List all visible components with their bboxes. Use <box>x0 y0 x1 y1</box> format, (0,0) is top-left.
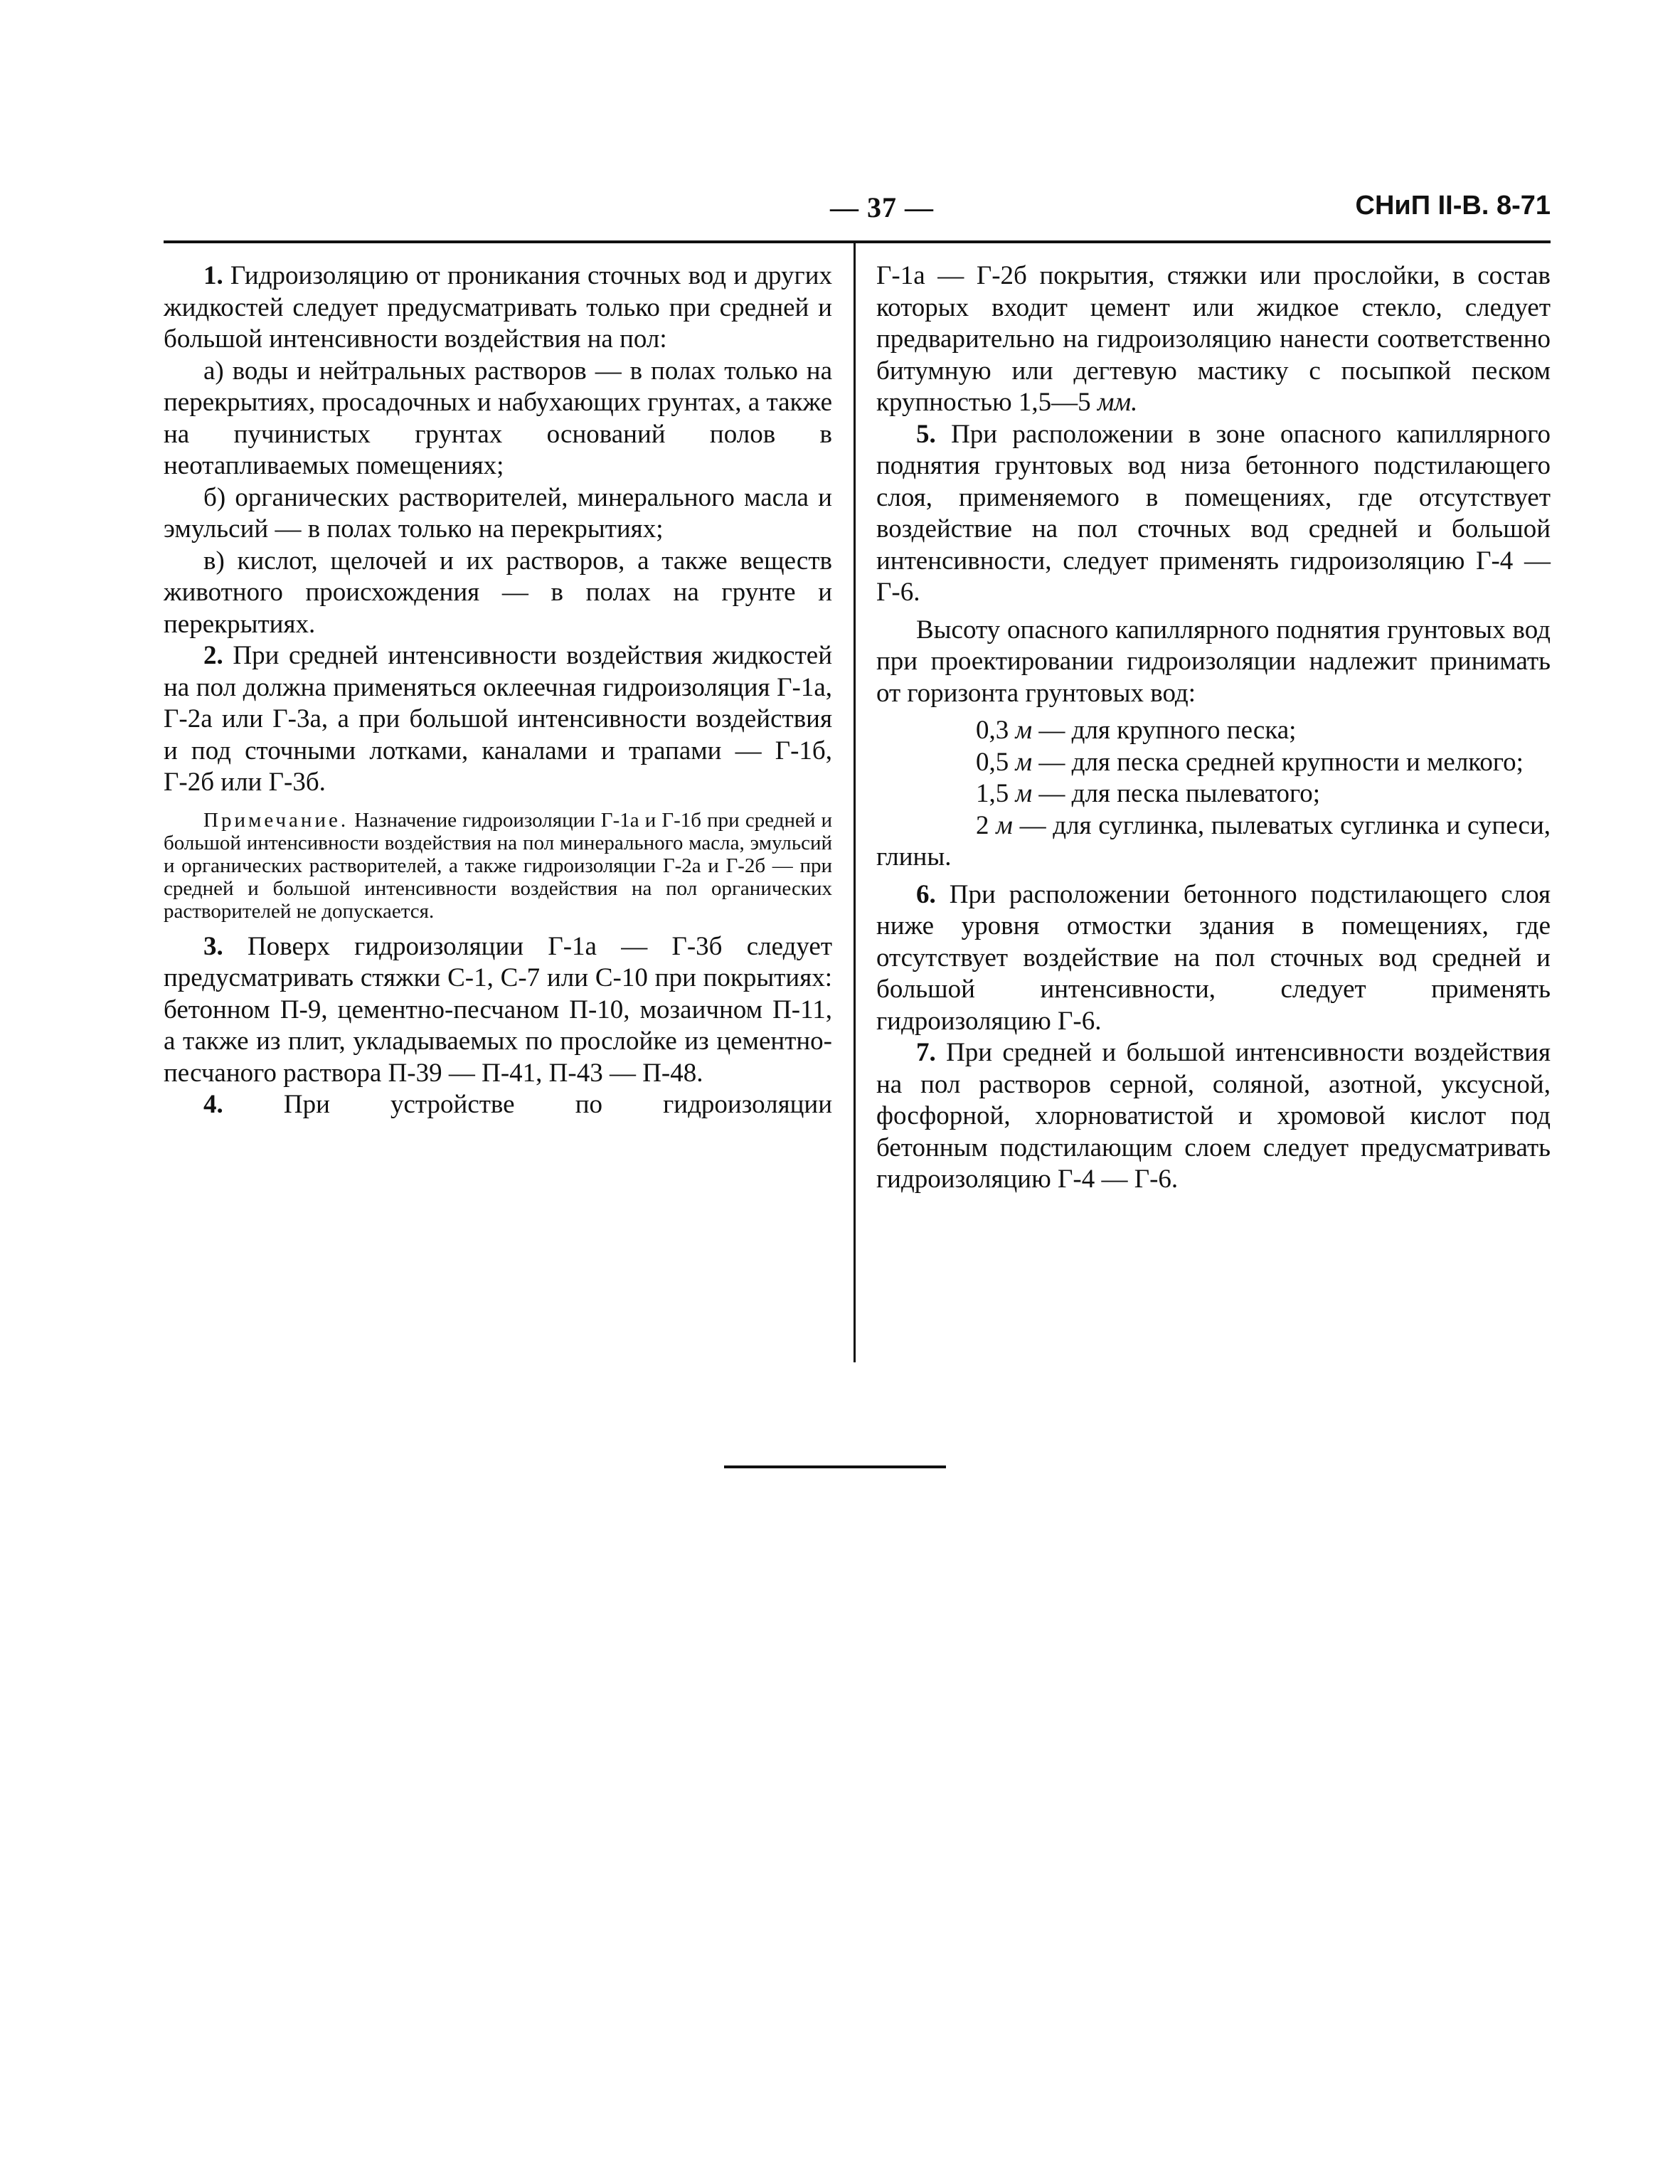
paragraph-2 <box>164 640 832 799</box>
paragraph-text: При расположении в зоне опасного капиллярного поднятия грунтовых вод низа бетонного подстилающего слоя, применяемого в помещениях, где отсутствует воздействие на пол сточных вод средней и большой интенсивности, следует применять гидроизоляцию Г-4 — Г-6. <box>876 419 1551 607</box>
paragraph-number: 2. <box>203 641 223 670</box>
paragraph-4 <box>164 1089 832 1121</box>
page-number: — 37 — <box>830 191 934 223</box>
paragraph-number: 5. <box>916 419 936 449</box>
soil-text: — для песка средней крупности и мелкого; <box>1038 747 1524 777</box>
paragraph-number: 3. <box>203 931 223 961</box>
paragraph-text: Поверх гидроизоляции Г-1а — Г-3б следует предусматривать стяжки С-1, С-7 или С-10 при покрытиях: бетонном П-9, цементно-песчаном П-10, мозаичном П-11, а также из плит, укладываемых по прослойке из цементно-песчаного раствора П-39 — П-41, П-43 — П-48. <box>164 931 833 1088</box>
list-item-c: в) кислот, щелочей и их растворов, а также веществ животного происхождения — в полах на грунте и перекрытиях. <box>164 546 832 639</box>
paragraph-number: 6. <box>916 879 936 909</box>
paragraph-text: При средней и большой интенсивности воздействия на пол растворов серной, соляной, азотной, уксусной, фосфорной, хлорноватистой и хромовой кислот под бетонным подстилающим слоем следует предусматривать гидроизоляцию Г-4 — Г-6. <box>876 1038 1551 1194</box>
list-item-a: а) воды и нейтральных растворов — в полах только на перекрытиях, просадочных и набухающих грунтах, а также на пучинистых грунтах оснований полов в неотапливаемых помещениях; <box>164 356 832 480</box>
paragraph-text: Гидроизоляцию от проникания сточных вод и других жидкостей следует предусматривать только при средней и большой интенсивности воздействия на пол: <box>164 261 833 354</box>
paragraph-number: 7. <box>916 1038 936 1067</box>
document-code: СНиП II-В. 8-71 <box>1355 191 1551 221</box>
paragraph-6 <box>876 879 1551 1038</box>
paragraph-text: При средней интенсивности воздействия жидкостей на пол должна применяться оклеечная гидроизоляция Г-1а, Г-2а или Г-3а, а при большой интенсивности воздействия и под сточными лотками, каналами и трапами — Г-1б, Г-2б или Г-3б. <box>164 641 832 797</box>
unit-label: мм. <box>1097 388 1138 417</box>
unit-label: м <box>996 810 1013 840</box>
end-rule <box>724 1465 946 1468</box>
unit-label: м <box>1015 716 1033 745</box>
soil-text: — для песка пылеватого; <box>1038 779 1321 808</box>
paragraph-4-continued <box>876 260 1551 419</box>
note <box>164 809 832 923</box>
paragraph-5b: Высоту опасного капиллярного поднятия грунтовых вод при проектировании гидроизоляции надлежит принимать от горизонта грунтовых вод: <box>876 615 1551 708</box>
column-divider <box>854 242 856 1362</box>
paragraph-7 <box>876 1037 1551 1196</box>
note-text: Назначение гидроизоляции Г-1а и Г-1б при средней и большой интенсивности воздействия на пол минерального масла, эмульсий и органических растворителей, а также гидроизоляции Г-2а и Г-2б — при средней и большой интенсивности воздействия на пол органических растворителей не допускается. <box>164 808 832 923</box>
soil-text: — для суглинка, пылеватых суглинка и супеси, глины. <box>876 810 1551 871</box>
height-value: 1,5 <box>976 779 1009 808</box>
soil-text: — для крупного песка; <box>1038 716 1297 745</box>
note-label: Примечание. <box>203 808 349 832</box>
height-value: 0,5 <box>976 747 1009 777</box>
paragraph-number: 4. <box>203 1090 223 1119</box>
unit-label: м <box>1015 779 1033 808</box>
paragraph-5 <box>876 419 1551 609</box>
soil-list-item <box>876 747 1551 779</box>
left-column <box>164 260 832 1121</box>
right-column <box>876 260 1551 1196</box>
soil-list-item <box>976 778 1551 810</box>
soil-list-item <box>976 715 1551 747</box>
paragraph-text: При устройстве по гидроизоляции <box>283 1090 832 1119</box>
list-item-b: б) органических растворителей, минерального масла и эмульсий — в полах только на перекрытиях; <box>164 482 832 544</box>
unit-label: м <box>1015 747 1033 777</box>
height-value: 2 <box>976 810 989 840</box>
header-rule <box>164 240 1551 243</box>
paragraph-number: 1. <box>203 261 223 290</box>
height-value: 0,3 <box>976 716 1009 745</box>
paragraph-text: Г-1а — Г-2б покрытия, стяжки или прослойки, в состав которых входит цемент или жидкое стекло, следует предварительно на гидроизоляцию нанести соответственно битумную или дегтевую мастику с посыпкой песком крупностью 1,5—5 <box>876 261 1551 417</box>
paragraph-3 <box>164 931 832 1090</box>
soil-list-item <box>876 810 1551 874</box>
page-header <box>164 191 1551 233</box>
paragraph-1 <box>164 260 832 356</box>
paragraph-text: При расположении бетонного подстилающего слоя ниже уровня отмостки здания в помещениях, где отсутствует воздействие на пол сточных вод средней и большой интенсивности, следует применять гидроизоляцию Г-6. <box>876 879 1551 1036</box>
